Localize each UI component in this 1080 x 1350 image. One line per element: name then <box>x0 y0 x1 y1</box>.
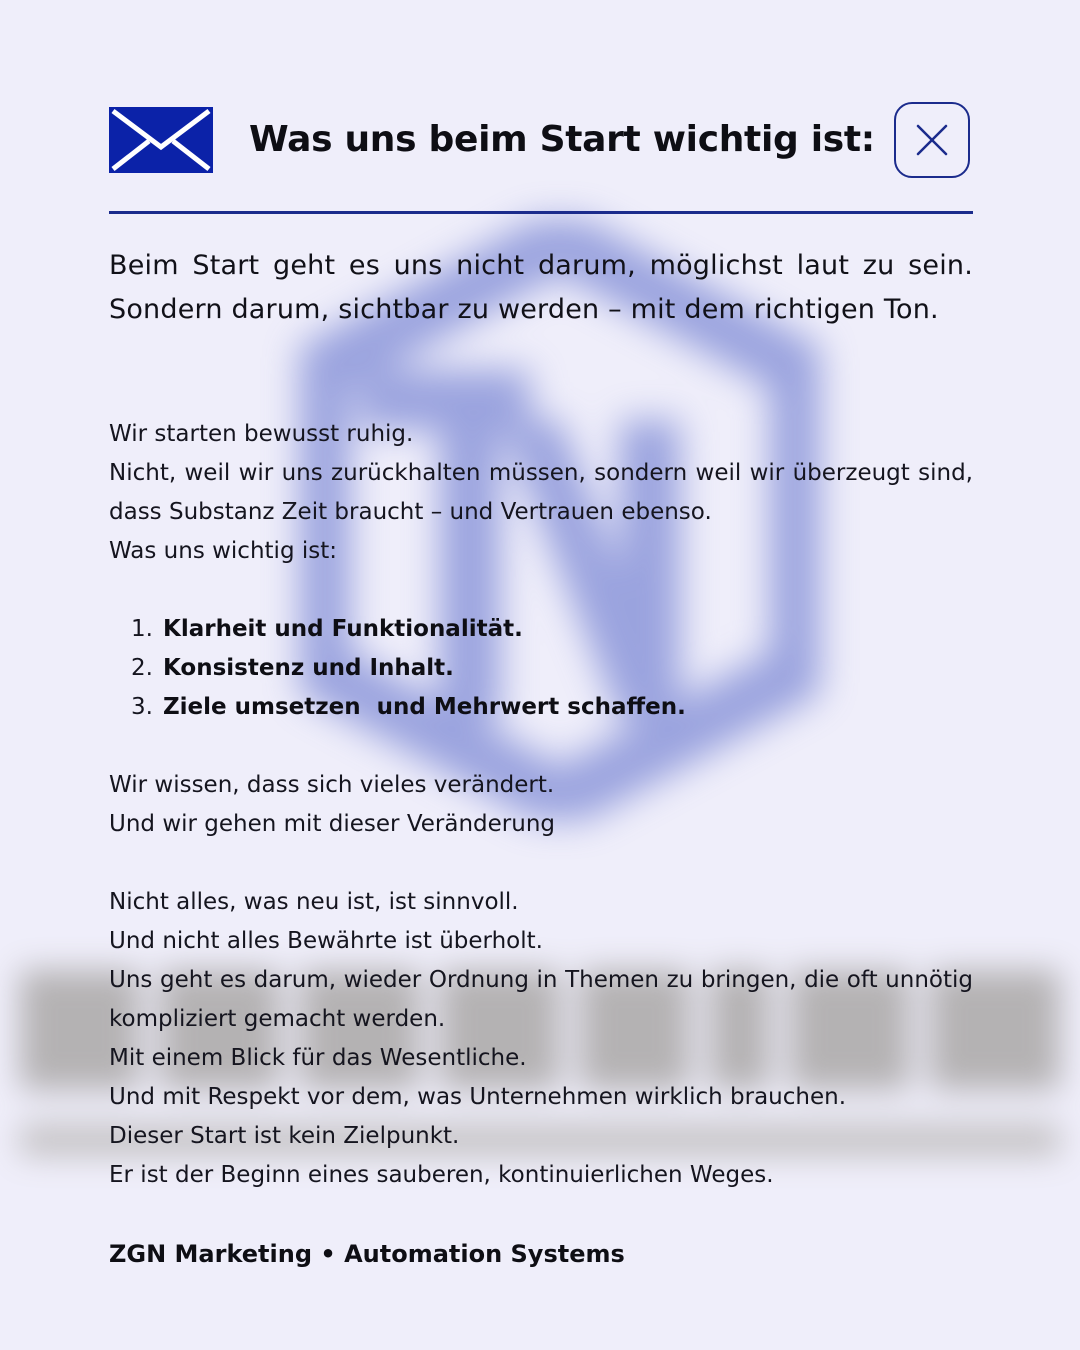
text-line: Wir starten bewusst ruhig. <box>109 421 414 447</box>
text-line: Und nicht alles Bewährte ist überholt. <box>109 928 543 954</box>
page-title: Was uns beim Start wichtig ist: <box>249 119 875 160</box>
text-line: Wir wissen, dass sich vieles verändert. <box>109 772 555 798</box>
header-divider <box>109 211 973 214</box>
text-line: Nicht, weil wir uns zurückhalten müssen, sondern weil wir überzeugt sind, dass Substanz Zeit braucht – und Vertrauen ebenso. <box>109 460 973 525</box>
list-item <box>109 610 973 649</box>
paragraph-values <box>109 883 973 1195</box>
list-number: 2. <box>131 655 153 681</box>
list-item <box>109 688 973 727</box>
footer-signature: ZGN Marketing • Automation Systems <box>109 1240 625 1268</box>
list-item-text: Konsistenz und Inhalt. <box>163 655 454 681</box>
list-item <box>109 649 973 688</box>
paragraph-start <box>109 415 973 571</box>
envelope-icon <box>109 107 213 173</box>
text-line: Was uns wichtig ist: <box>109 538 337 564</box>
priorities-list <box>109 610 973 727</box>
text-line: Er ist der Beginn eines sauberen, kontinuierlichen Weges. <box>109 1162 774 1188</box>
list-item-text: Ziele umsetzen und Mehrwert schaffen. <box>163 694 686 720</box>
list-number: 3. <box>131 694 153 720</box>
list-number: 1. <box>131 616 153 642</box>
text-line: Dieser Start ist kein Zielpunkt. <box>109 1123 460 1149</box>
list-item-text: Klarheit und Funktionalität. <box>163 616 523 642</box>
text-line: Und mit Respekt vor dem, was Unternehmen wirklich brauchen. <box>109 1084 847 1110</box>
header <box>109 100 973 182</box>
text-line: Nicht alles, was neu ist, ist sinnvoll. <box>109 889 519 915</box>
close-icon <box>916 124 948 156</box>
text-line: Uns geht es darum, wieder Ordnung in Themen zu bringen, die oft unnötig kompliziert gemacht werden. <box>109 967 973 1032</box>
paragraph-change <box>109 766 973 844</box>
intro-paragraph: Beim Start geht es uns nicht darum, möglichst laut zu sein. Sondern darum, sichtbar zu werden – mit dem richtigen Ton. <box>109 250 973 325</box>
close-button[interactable] <box>894 102 970 178</box>
text-line: Mit einem Blick für das Wesentliche. <box>109 1045 527 1071</box>
text-line: Und wir gehen mit dieser Veränderung <box>109 811 556 837</box>
